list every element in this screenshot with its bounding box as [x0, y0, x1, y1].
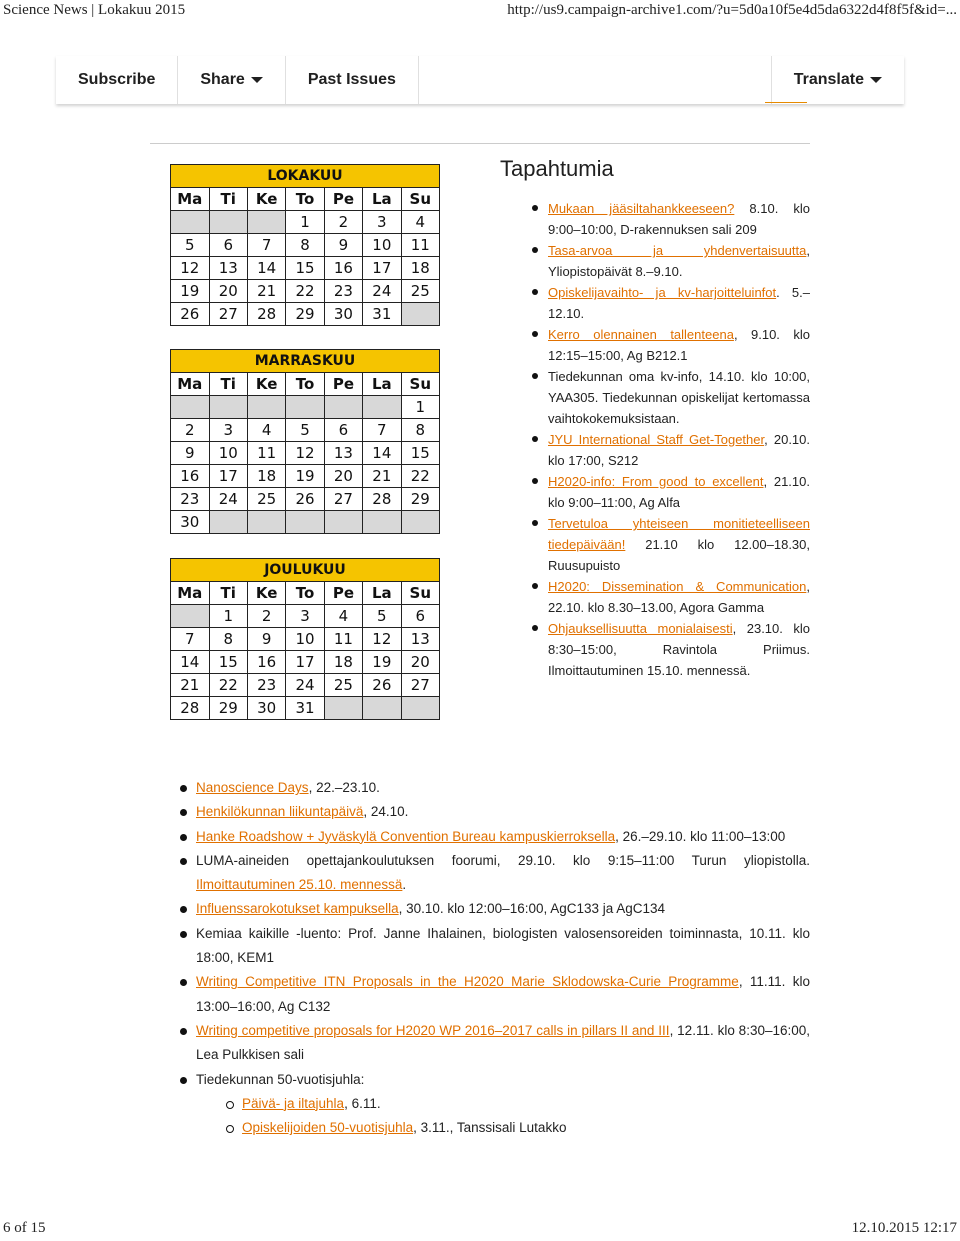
weekday-label: Pe — [324, 582, 362, 605]
list-item — [528, 282, 810, 324]
calendar-week-row — [171, 651, 440, 674]
calendar-month-title: JOULUKUU — [171, 559, 440, 582]
calendar-day: 27 — [209, 303, 247, 326]
calendar-day: 19 — [363, 651, 401, 674]
calendar-day: 22 — [286, 280, 324, 303]
event-link[interactable]: Influenssarokotukset kampuksella — [196, 901, 399, 917]
event-link[interactable]: Tasa-arvoa ja yhdenvertaisuutta — [548, 243, 807, 258]
calendar-day: 4 — [247, 419, 285, 442]
translate-label: Translate — [793, 71, 864, 88]
weekday-label: Ti — [209, 373, 247, 396]
calendar-day: 10 — [363, 234, 401, 257]
calendar-day: 1 — [209, 605, 247, 628]
event-link[interactable]: JYU International Staff Get-Together — [548, 432, 765, 447]
calendar-day — [401, 511, 439, 534]
event-details: 8.10. klo 9:00–10:00, D-rakennuksen sali 209 — [548, 201, 810, 237]
calendar-day: 2 — [171, 419, 210, 442]
calendar-day — [324, 511, 362, 534]
pdf-header-url: http://us9.campaign-archive1.com/?u=5d0a10f5e4d5da6322d4f8f5f&id=... — [507, 2, 957, 18]
more-events-list — [176, 776, 810, 1140]
calendar-week-row — [171, 674, 440, 697]
calendar-day: 9 — [247, 628, 285, 651]
list-item — [176, 1068, 810, 1141]
calendar-day: 25 — [401, 280, 439, 303]
calendar-day: 10 — [209, 442, 247, 465]
calendar-week-row — [171, 605, 440, 628]
calendar-day: 11 — [401, 234, 439, 257]
calendar-day: 8 — [209, 628, 247, 651]
calendar-day: 8 — [401, 419, 439, 442]
calendar-day: 5 — [363, 605, 401, 628]
calendar-day: 21 — [363, 465, 401, 488]
event-details: Kemiaa kaikille -luento: Prof. Janne Ihalainen, biologisten valosensoreiden toiminnasta, 10.11. klo 18:00, KEM1 — [196, 925, 810, 966]
nav-spacer — [419, 56, 772, 104]
calendar-day: 23 — [324, 280, 362, 303]
calendar-day: 26 — [171, 303, 210, 326]
calendar-day: 24 — [209, 488, 247, 511]
list-item — [176, 825, 810, 849]
calendar-day: 14 — [363, 442, 401, 465]
event-details: , Yliopistopäivät 8.–9.10. — [548, 243, 810, 279]
page-number: 6 of 15 — [3, 1220, 46, 1236]
calendar-title-row — [171, 350, 440, 373]
calendar-day: 22 — [401, 465, 439, 488]
event-details: Tiedekunnan oma kv-info, 14.10. klo 10:00, YAA305. Tiedekunnan opiskelijat kertomassa vaihtokokemuksistaan. — [548, 369, 810, 426]
calendar-day: 19 — [171, 280, 210, 303]
calendar-week-row — [171, 511, 440, 534]
calendar-day: 1 — [286, 211, 324, 234]
event-link[interactable]: Tervetuloa yhteiseen monitieteelliseen tiedepäivään! — [548, 516, 810, 552]
calendar-day — [171, 211, 210, 234]
list-item — [528, 198, 810, 240]
calendar-day: 30 — [171, 511, 210, 534]
weekday-label: La — [363, 373, 401, 396]
weekday-label: La — [363, 582, 401, 605]
calendar-week-row — [171, 234, 440, 257]
event-details: . — [402, 877, 407, 893]
calendar-day — [363, 511, 401, 534]
calendar-weekday-row — [171, 188, 440, 211]
pdf-header — [0, 0, 960, 22]
event-link[interactable]: Henkilökunnan liikuntapäivä — [196, 804, 364, 820]
calendar-day: 5 — [171, 234, 210, 257]
subscribe-button[interactable] — [56, 56, 178, 104]
calendar-day: 30 — [324, 303, 362, 326]
calendar-day: 3 — [286, 605, 324, 628]
list-item — [176, 922, 810, 971]
calendar-day: 28 — [363, 488, 401, 511]
calendar-day: 20 — [324, 465, 362, 488]
calendar-day — [209, 511, 247, 534]
event-details: , 20.10. klo 17:00, S212 — [548, 432, 810, 468]
caret-down-icon — [251, 77, 263, 83]
calendar-day — [401, 697, 439, 720]
calendar-day: 18 — [247, 465, 285, 488]
weekday-label: La — [363, 188, 401, 211]
calendar-day: 9 — [324, 234, 362, 257]
past-issues-button[interactable] — [286, 56, 419, 104]
event-details: , 22.10. klo 8.30–13.00, Agora Gamma — [548, 579, 810, 615]
calendar-week-row — [171, 280, 440, 303]
calendar-day: 15 — [401, 442, 439, 465]
calendar-day: 12 — [363, 628, 401, 651]
event-details: , 3.11., Tanssisali Lutakko — [413, 1120, 567, 1136]
event-details: , 22.–23.10. — [308, 780, 380, 795]
event-details: , 26.–29.10. klo 11:00–13:00 — [615, 828, 786, 844]
calendar-day: 11 — [324, 628, 362, 651]
calendar-day: 4 — [401, 211, 439, 234]
pdf-footer — [0, 1219, 960, 1241]
calendar-october — [170, 164, 440, 326]
list-item — [528, 576, 810, 618]
calendar-day: 26 — [363, 674, 401, 697]
weekday-label: Ti — [209, 188, 247, 211]
calendar-day: 13 — [401, 628, 439, 651]
calendar-day: 28 — [247, 303, 285, 326]
calendar-day: 29 — [401, 488, 439, 511]
print-timestamp: 12.10.2015 12:17 — [851, 1220, 957, 1236]
event-details: 21.10 klo 12.00–18.30, Ruusupuisto — [548, 537, 810, 573]
list-item — [176, 970, 810, 1019]
calendar-week-row — [171, 419, 440, 442]
events-list — [528, 198, 810, 681]
calendar-day: 31 — [286, 697, 324, 720]
calendar-day — [363, 396, 401, 419]
calendar-day: 19 — [286, 465, 324, 488]
calendar-title-row — [171, 165, 440, 188]
calendar-week-row — [171, 211, 440, 234]
calendar-day — [247, 511, 285, 534]
calendar-day: 15 — [209, 651, 247, 674]
weekday-label: Ke — [247, 582, 285, 605]
weekday-label: Ti — [209, 582, 247, 605]
calendar-december — [170, 558, 440, 720]
list-item — [176, 1019, 810, 1068]
pdf-header-title: Science News | Lokakuu 2015 — [3, 2, 186, 18]
calendar-day: 16 — [324, 257, 362, 280]
event-details: , 30.10. klo 12:00–16:00, AgC133 ja AgC134 — [398, 901, 666, 917]
calendar-day: 7 — [171, 628, 210, 651]
calendar-day — [171, 396, 210, 419]
share-button[interactable] — [178, 56, 285, 104]
weekday-label: Ma — [171, 582, 210, 605]
calendar-day: 8 — [286, 234, 324, 257]
calendar-day: 20 — [401, 651, 439, 674]
weekday-label: Ke — [247, 373, 285, 396]
calendar-day: 3 — [363, 211, 401, 234]
calendar-weekday-row — [171, 373, 440, 396]
event-link[interactable]: Opiskelijavaihto- ja kv-harjoitteluinfot — [548, 285, 777, 300]
clipped-link[interactable] — [765, 96, 807, 103]
event-link[interactable]: Hanke Roadshow + Jyväskylä Convention Bureau kampuskierroksella — [196, 828, 616, 844]
list-item — [528, 429, 810, 471]
list-item — [528, 324, 810, 366]
event-details: , 11.11. klo 13:00–16:00, Ag C132 — [196, 974, 810, 1014]
list-item — [176, 897, 810, 921]
event-link[interactable]: H2020: Dissemination & Communication — [548, 579, 807, 594]
subscribe-label: Subscribe — [78, 71, 156, 88]
weekday-label: Ke — [247, 188, 285, 211]
calendar-day: 24 — [363, 280, 401, 303]
calendar-day — [324, 396, 362, 419]
list-item — [176, 849, 810, 898]
events-title: Tapahtumia — [500, 156, 614, 181]
weekday-label: Ma — [171, 373, 210, 396]
calendar-day: 25 — [324, 674, 362, 697]
calendar-day: 23 — [247, 674, 285, 697]
calendar-day: 17 — [209, 465, 247, 488]
list-item — [222, 1092, 810, 1116]
calendar-day: 14 — [171, 651, 210, 674]
calendar-day: 17 — [363, 257, 401, 280]
calendar-day: 7 — [363, 419, 401, 442]
calendar-week-row — [171, 465, 440, 488]
calendar-weekday-row — [171, 582, 440, 605]
list-item — [176, 800, 810, 824]
weekday-label: Pe — [324, 188, 362, 211]
divider — [150, 143, 810, 144]
calendar-day: 26 — [286, 488, 324, 511]
calendar-day: 12 — [171, 257, 210, 280]
calendar-day — [247, 396, 285, 419]
calendar-day: 30 — [247, 697, 285, 720]
list-item — [528, 240, 810, 282]
list-item — [176, 776, 810, 800]
calendar-day: 10 — [286, 628, 324, 651]
list-item — [222, 1116, 810, 1140]
calendar-day — [209, 396, 247, 419]
calendar-day — [286, 396, 324, 419]
calendar-day: 28 — [171, 697, 210, 720]
calendar-day: 27 — [324, 488, 362, 511]
event-details: Tiedekunnan 50-vuotisjuhla: — [196, 1071, 365, 1087]
calendar-day: 2 — [324, 211, 362, 234]
event-details: . 5.–12.10. — [548, 285, 811, 321]
calendar-day: 11 — [247, 442, 285, 465]
calendar-day: 13 — [209, 257, 247, 280]
calendar-day: 21 — [247, 280, 285, 303]
calendar-week-row — [171, 396, 440, 419]
event-text: LUMA-aineiden opettajankoulutuksen foorumi, 29.10. klo 9:15–11:00 Turun yliopistolla. — [196, 852, 810, 868]
calendar-day: 2 — [247, 605, 285, 628]
calendar-day: 29 — [209, 697, 247, 720]
sub-events-list — [196, 1092, 810, 1141]
calendar-day: 14 — [247, 257, 285, 280]
calendar-day: 21 — [171, 674, 210, 697]
calendar-week-row — [171, 697, 440, 720]
weekday-label: To — [286, 188, 324, 211]
calendar-day — [247, 211, 285, 234]
event-details: , 21.10. klo 9:00–11:00, Ag Alfa — [548, 474, 810, 510]
calendar-day: 16 — [247, 651, 285, 674]
calendar-day — [286, 511, 324, 534]
calendar-title-row — [171, 559, 440, 582]
event-link[interactable]: Ohjauksellisuutta monialaisesti — [548, 621, 733, 636]
calendar-day: 3 — [209, 419, 247, 442]
calendar-day — [209, 211, 247, 234]
calendar-day: 5 — [286, 419, 324, 442]
past-issues-label: Past Issues — [307, 71, 396, 88]
calendar-day: 17 — [286, 651, 324, 674]
calendar-day: 6 — [401, 605, 439, 628]
calendar-week-row — [171, 257, 440, 280]
calendar-day: 23 — [171, 488, 210, 511]
share-label: Share — [200, 71, 245, 88]
caret-down-icon — [870, 77, 882, 83]
event-link[interactable]: Opiskelijoiden 50-vuotisjuhla — [242, 1120, 414, 1136]
weekday-label: Ma — [171, 188, 210, 211]
calendar-week-row — [171, 303, 440, 326]
event-details: , 9.10. klo 12:15–15:00, Ag B212.1 — [548, 327, 810, 363]
event-link[interactable]: Writing Competitive ITN Proposals in the H2020 Marie Sklodowska-Curie Programme — [196, 974, 739, 990]
weekday-label: To — [286, 582, 324, 605]
calendar-november — [170, 349, 440, 534]
event-link[interactable]: H2020-info: From good to excellent — [548, 474, 764, 489]
calendar-day: 13 — [324, 442, 362, 465]
event-link[interactable]: Mukaan jääsiltahankkeeseen? — [548, 201, 735, 216]
calendar-day: 9 — [171, 442, 210, 465]
calendar-day: 31 — [363, 303, 401, 326]
event-link[interactable]: Ilmoittautuminen 25.10. mennessä — [196, 877, 403, 893]
calendar-day: 29 — [286, 303, 324, 326]
list-item — [528, 471, 810, 513]
calendar-day: 25 — [247, 488, 285, 511]
calendar-day: 15 — [286, 257, 324, 280]
calendar-day: 20 — [209, 280, 247, 303]
event-link[interactable]: Kerro olennainen tallenteena — [548, 327, 734, 342]
calendar-day: 6 — [324, 419, 362, 442]
calendar-day: 18 — [401, 257, 439, 280]
list-item — [528, 513, 810, 576]
calendar-day — [401, 303, 439, 326]
calendar-month-title: LOKAKUU — [171, 165, 440, 188]
event-link[interactable]: Päivä- ja iltajuhla — [242, 1095, 345, 1111]
calendar-day: 7 — [247, 234, 285, 257]
calendar-day: 1 — [401, 396, 439, 419]
calendar-day — [324, 697, 362, 720]
event-link[interactable]: Writing competitive proposals for H2020 WP 2016–2017 calls in pillars II and III — [196, 1022, 670, 1038]
calendar-month-title: MARRASKUU — [171, 350, 440, 373]
event-details: , 6.11. — [344, 1095, 381, 1111]
event-details: , 24.10. — [363, 804, 409, 820]
list-item — [528, 618, 810, 681]
weekday-label: Su — [401, 373, 439, 396]
weekday-label: Su — [401, 188, 439, 211]
calendar-day: 12 — [286, 442, 324, 465]
event-link[interactable]: Nanoscience Days — [196, 780, 309, 795]
calendar-day: 27 — [401, 674, 439, 697]
calendar-day: 6 — [209, 234, 247, 257]
calendar-week-row — [171, 628, 440, 651]
weekday-label: Su — [401, 582, 439, 605]
calendar-week-row — [171, 442, 440, 465]
calendar-day: 16 — [171, 465, 210, 488]
calendar-week-row — [171, 488, 440, 511]
event-details: , 12.11. klo 8:30–16:00, Lea Pulkkisen sali — [196, 1022, 810, 1063]
calendar-day — [171, 605, 210, 628]
calendar-day: 18 — [324, 651, 362, 674]
event-details: , 23.10. klo 8:30–15:00, Ravintola Priimus. Ilmoittautuminen 15.10. mennessä. — [548, 621, 810, 678]
calendar-day: 24 — [286, 674, 324, 697]
list-item — [528, 366, 810, 429]
calendar-day: 4 — [324, 605, 362, 628]
weekday-label: To — [286, 373, 324, 396]
calendar-day — [363, 697, 401, 720]
weekday-label: Pe — [324, 373, 362, 396]
calendar-day: 22 — [209, 674, 247, 697]
